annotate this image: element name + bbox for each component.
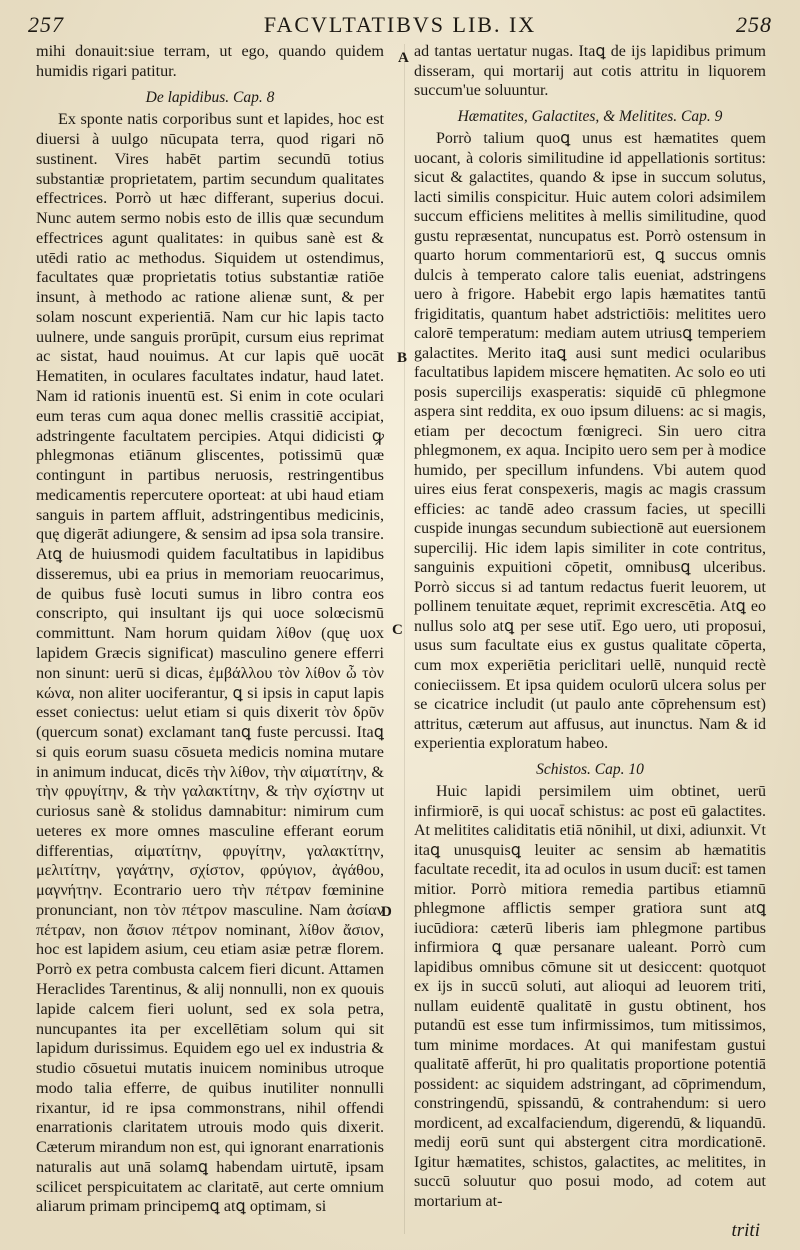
- left-intro-text: mihi donauit:siue terram, ut ego, quando quidem humidis rigari patitur.: [36, 42, 384, 80]
- chapter-10-body: Huic lapidi persimilem uim obtinet, uerū infirmiorē, is qui uocat̄ schistus: ac post eū galactites. At melitites caliditatis etiā nōnihil, ut dixi, adiunxit. Vt itaꝗ unusquisꝗ leuiter ac sensim ab hæmatitis facultate recedit, ita ad oculos in usum ducit̄: est tamen mitior. Porrò mitiora remedia partibus etiamnū phlegmone afflictis semper gratiora sunt atꝗ iucūdiora: cæterū liberis iam phlegmone partibus infirmiora ꝗ quæ persanare ualeant. Porrò cum lapidibus omnibus cōmune sit ut desiccent: quotquot ex ijs in succū soluti, aut alioqui ad leuorem triti, nullam euidentē qualitatē in gustu obtinent, hos putandū est esse tum infirmissimos, tum mitissimos, tum minime mordaces. At qui manifestam gustui qualitatē afferūt, hi pro qualitatis proportione potentiā possident: ac siquidem adstringant, ad cōprimendum, constringendū, spissandū, & contrahendum: si uero mordicent, ad excalfaciendum, digerendū, & liquandū. medij eorū sunt qui abstergent citra mordicationē. Igitur hæmatites, schistos, galactites, ac melitites, in succū soluutur quo posui modo, ad cotem aut mortarium at-: [414, 783, 766, 1210]
- chapter-heading-10: Schistos. Cap. 10: [536, 760, 644, 778]
- catchword: triti: [731, 1220, 760, 1241]
- right-page-number: 258: [736, 12, 772, 37]
- column-gutter: [404, 44, 405, 1234]
- margin-letter-a: A: [398, 50, 409, 66]
- chapter-9-body: Porrò talium quoꝗ unus est hæmatites quem uocant, à coloris similitudine id appellationis sortitus: sicut & galactites, quando & ipse in succum solutus, lacti similis conspicitur. Huic autem colori adsimilem succum efficiens melitites à mellis similitudine, quod gustu repræsentat, nuncupatus est. Porrò ostensum in quarto horum commentariorū est, ꝗ succus omnis dulcis à temperato calore talis eueniat, adstringens uero à frigore. Habebit ergo lapis hæmatites tantū frigiditatis, quantum habet adstrictiōis: melitites uero calorē temperatum: mediam autem utriusꝗ temperiem galactites. Merito itaꝗ ausi sunt medici ocularibus facultatibus lapidem miscere hęmatiten. Ac solo eo uti posis supercilijs exasperatis: siquidē cū phlegmone aspera sint reddita, ex ouo ipsum diluens: ac si magis, etiam per decoctum fœnigreci. Sin uero citra phlegmonem, ex aqua. Incipito uero sem per à modice humido, per specillum infundens. Vbi autem quod uires eius ferat conspexeris, magis ac magis crassum efficies: ac tandē adeo crassum facies, ut specilli cuspide inungas secundum subiectionē aut euersionem supercilij. Hic idem lapis similiter in cote contritus, sanguinis expuitioni cōpetit, omnibusꝗ ulceribus. Porrò siccus si ad tantum redactus fuerit leuorem, ut pollinem tenuitate æquet, reprimit excrescētia. Atꝗ eo nullus solo atꝗ per sese utit̄. Ego uero, uti proposui, usus sum facultate eius ex gustus qualitate cōperta, cum mox experiētia periclitari uellē, nunquid rectè conieciissem. Et ipsa quidem oculorū ulcera solus per se cicatrice includit (ut paulo ante cōprehensum est) attritus, cæterum aut affusus, aut inunctus. Nam & id experientia exploratum habeo.: [414, 130, 766, 753]
- margin-letter-d: D: [381, 904, 392, 920]
- chapter-8-body: Ex sponte natis corporibus sunt et lapides, hoc est diuersi à uulgo nūcupata terra, quod rigari nō sustinent. Vires habēt partim secundū totius substantiæ proprietatem, partim secundum qualitates effectrices. Porrò ut hæc differant, superius docui. Nunc autem sermo nobis esto de illis quæ secundum effectrices agunt qualitates: in quibus sanè est & utēdi ratio ac methodus. Siquidem ut ostendimus, facultates quæ proprietatis totius substantiæ ratiōe insunt, à methodo ac ratione alienæ sunt, & per solam noscunt experientiā. Nam cur hic lapis tacto uulnere, unde sanguis prorūpit, cursum eius reprimat ac sistat, haud nouimus. At cur lapis quē uocāt Hematiten, in oculares facultates indatur, haud latet. Nam id rationis inuentū est. Si enim in cote oculari eum teras cum aqua donec mellis crassitiē accipiat, adstringente facultatem percipies. Atqui didicisti ꝙ phlegmonas etiānum gliscentes, potissimū quæ contingunt in partibus neruosis, restringentibus medicamentis repercutere oporteat: at ubi haud etiam sanguis in partem affluit, adstringentibus medicinis, quę digerāt adiungere, & sensim ad ipsa sola transire. Atꝗ de huiusmodi quidem facultatibus in lapidibus disseremus, ubi ea prius in memoriam reuocarimus, de quibus fusè locuti sumus in libro contra eos conscripto, qui insultant ijs qui uoce solœcismū committunt. Nam horum quidam λίθον (quę uox lapidem Græcis significat) masculino genere efferri non sinunt: uerū si dicas, ἐμβάλλου τὸν λίθον ὦ τὸν κώνα, non aliter uociferantur, ꝗ si ipsis in caput lapis esset coniectus: uelut etiam si quis dixerit τὸν δρῦν (quercum sonat) exclamant tanꝗ fuste percussi. Itaꝗ si quis eorum suasu cōsueta medicis nomina mutare in animum inducat, dicēs τὴν λίθον, τὴν αἱματίτην, & τὴν φρυγίτην, & τὴν γαλακτίτην, & τὴν σχίστην ut curiosus sanè & stolidus damnabitur: nimirum cum ueteres ex more omnes masculine efferant eorum differentias, αἱματίτην, φρυγίτην, γαλακτίτην, μελιτίτην, γαγάτην, σχίστον, φρύγιον, ἀγάθου, μαγνήτην. Econtrario uero τὴν πέτραν fœminine pronunciant, non τὸν πέτρον masculine. Nam ἀσίαν πέτραν, non ἄσιον πέτρον nominant, λίθον ἄσιον, hoc est lapidem asium, ceu etiam asiæ petræ florem. Porrò ex petra combusta calcem fieri dicunt. Attamen Heraclides Tarentinus, & alij nonnulli, non ex quouis lapide calcem fieri uolunt, sed ex sola petra, nuncupantes ita per excellētiam solum qui sit lapidum durissimus. Equidem ego uel ex industria & studio cōsuetui mutatis inuicem nominibus utroque modo talia efferre, de quibus inutiliter nonnulli rixantur, id re ipsa commonstrans, nihil offendi enarrationis claritatem utrouis modo quis dixerit. Cæterum mirandum non est, qui ignorant enarrationis naturalis aut unā solamꝗ habendam uirtutē, ipsam scilicet perspicuitatem ac claritatē, aut certe omnium aliarum primam principemꝗ atꝗ optimam, si: [36, 110, 384, 1216]
- right-column: [414, 42, 766, 1211]
- running-title: FACVLTATIBVS LIB. IX: [263, 12, 537, 37]
- right-intro-text: ad tantas uertatur nugas. Itaꝗ de ijs lapidibus primum disseram, qui mortarij aut cotis attritu in liquorem succum'ue soluuntur.: [414, 43, 766, 100]
- chapter-heading-9: Hæmatites, Galactites, & Melitites. Cap. 9: [457, 107, 723, 125]
- running-header: [28, 8, 772, 42]
- left-column: [36, 42, 384, 1217]
- left-page-number: 257: [28, 12, 64, 37]
- margin-letter-b: B: [397, 350, 408, 366]
- margin-letter-c: C: [392, 622, 403, 638]
- chapter-heading-8: De lapidibus. Cap. 8: [145, 88, 275, 106]
